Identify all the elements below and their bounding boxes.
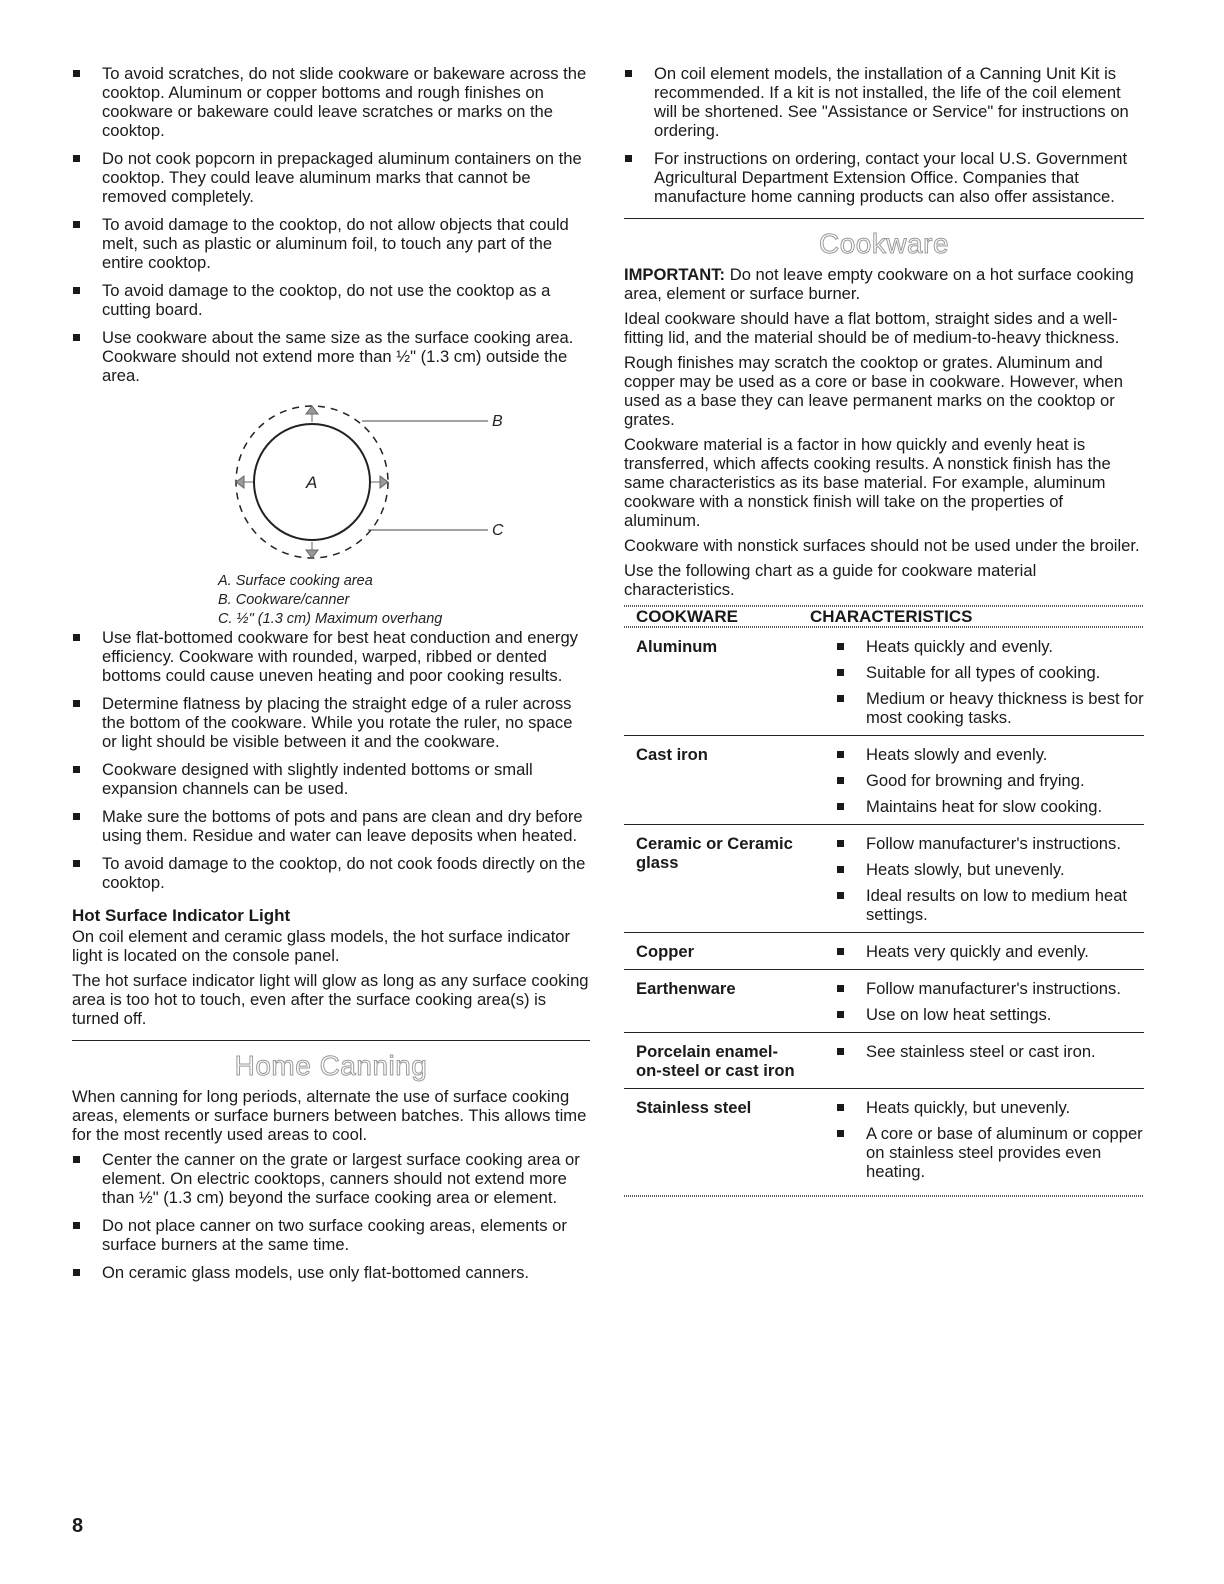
list-item: Center the canner on the grate or largest surface cooking area or element. On electric cooktops, canners should not extend more than ½" (1.3 cm) beyond the surface cooking area or element. [72, 1150, 590, 1207]
cookware-name: Aluminum [624, 628, 836, 736]
list-item: For instructions on ordering, contact your local U.S. Government Agricultural Department Extension Office. Companies that manufacture home canning products can also offer assistance. [624, 149, 1144, 206]
cookware-characteristics-table [624, 607, 1144, 626]
list-item: Medium or heavy thickness is best for most cooking tasks. [836, 689, 1144, 727]
table-bottom-rule [624, 1195, 1144, 1197]
cookware-paragraph: Ideal cookware should have a flat bottom, straight sides and a well-fitting lid, and the material should be of medium-to-heavy thickness. [624, 309, 1120, 347]
list-item: Good for browning and frying. [836, 771, 1144, 790]
left-column [72, 64, 590, 1291]
important-note [624, 265, 1144, 303]
home-canning-intro: When canning for long periods, alternate the use of surface cooking areas, elements or surface burners between batches. This allows time for the most recently used areas to cool. [72, 1087, 587, 1144]
cookware-characteristics [836, 1033, 1144, 1089]
cookware-table-body [624, 628, 1144, 1189]
label-a: A [306, 473, 318, 492]
hot-surface-paragraph: The hot surface indicator light will glow as long as any surface cooking area is too hot to touch, even after the surface cooking area(s) is turned off. [72, 971, 589, 1028]
list-item: A core or base of aluminum or copper on stainless steel provides even heating. [836, 1124, 1144, 1181]
list-item: Heats quickly, but unevenly. [836, 1098, 1144, 1117]
cookware-name: Cast iron [624, 736, 836, 825]
overhang-arrow-right [371, 476, 388, 488]
label-c: C [492, 522, 504, 539]
section-divider [624, 218, 1144, 219]
list-item: On coil element models, the installation of a Canning Unit Kit is recommended. If a kit is not installed, the life of the coil element will be shortened. See "Assistance or Service" for instructions on ordering. [624, 64, 1144, 140]
table-row [624, 1033, 1144, 1089]
cookware-name: Earthenware [624, 970, 836, 1033]
cookware-name: Copper [624, 933, 836, 970]
table-row [624, 933, 1144, 970]
important-label: IMPORTANT: [624, 265, 726, 284]
table-row [624, 970, 1144, 1033]
list-item: Follow manufacturer's instructions. [836, 834, 1144, 853]
home-canning-title: Home Canning [234, 1050, 428, 1081]
cookware-name: Ceramic or Ceramic glass [624, 825, 836, 933]
section-divider [72, 1040, 590, 1041]
cookware-name: Stainless steel [636, 1098, 752, 1117]
list-item: Heats very quickly and evenly. [836, 942, 1144, 961]
list-item: Follow manufacturer's instructions. [836, 979, 1144, 998]
cookware-paragraph: Cookware with nonstick surfaces should not be used under the broiler. [624, 536, 1140, 555]
canning-kit-list [624, 64, 1144, 206]
page-number: 8 [72, 1515, 84, 1537]
list-item: Heats slowly and evenly. [836, 745, 1144, 764]
important-text: Do not leave empty cookware on a hot surface cooking area, element or surface burner. [624, 265, 1134, 303]
overhang-arrow-top [306, 406, 318, 422]
overhang-diagram [72, 394, 590, 628]
cookware-characteristics [836, 825, 1144, 933]
list-item: Cookware designed with slightly indented bottoms or small expansion channels can be used. [72, 760, 590, 798]
cookware-characteristics [836, 933, 1144, 970]
cookware-paragraph: Use the following chart as a guide for cookware material characteristics. [624, 561, 1037, 599]
flat-bottom-list [72, 628, 590, 892]
list-item: See stainless steel or cast iron. [836, 1042, 1144, 1061]
hot-surface-paragraph: On coil element and ceramic glass models, the hot surface indicator light is located on the console panel. [72, 927, 571, 965]
figure-caption [218, 572, 442, 629]
cookware-characteristics [836, 628, 1144, 736]
overhang-diagram-svg [220, 400, 520, 570]
table-row [624, 736, 1144, 825]
list-item: Make sure the bottoms of pots and pans are clean and dry before using them. Residue and water can leave deposits when heated. [72, 807, 590, 845]
table-row [624, 628, 1144, 736]
cookware-characteristics [836, 736, 1144, 825]
caption-line: B. Cookware/canner [218, 592, 350, 608]
list-item: Heats slowly, but unevenly. [836, 860, 1144, 879]
list-item: Do not cook popcorn in prepackaged aluminum containers on the cooktop. They could leave aluminum marks that cannot be removed completely. [72, 149, 590, 206]
list-item: Use flat-bottomed cookware for best heat conduction and energy efficiency. Cookware with rounded, warped, ribbed or dented bottoms could cause uneven heating and poor cooking results. [72, 628, 590, 685]
overhang-arrow-bottom [306, 542, 318, 558]
list-item: To avoid damage to the cooktop, do not cook foods directly on the cooktop. [72, 854, 590, 892]
cooktop-care-list [72, 64, 590, 385]
list-item: Determine flatness by placing the straight edge of a ruler across the bottom of the cookware. While you rotate the ruler, no space or light should be visible between it and the cookware. [72, 694, 590, 751]
home-canning-list [72, 1150, 590, 1282]
list-item: Use cookware about the same size as the surface cooking area. Cookware should not extend more than ½" (1.3 cm) outside the area. [72, 328, 590, 385]
cookware-name: Porcelain enamel-on-steel or cast iron [624, 1033, 836, 1089]
table-header-row [624, 607, 1144, 626]
list-item: Ideal results on low to medium heat settings. [836, 886, 1144, 924]
list-item: On ceramic glass models, use only flat-bottomed canners. [72, 1263, 590, 1282]
list-item: Suitable for all types of cooking. [836, 663, 1144, 682]
list-item: Heats quickly and evenly. [836, 637, 1144, 656]
column-header-cookware: COOKWARE [636, 607, 738, 626]
cookware-characteristics [836, 1089, 1144, 1190]
caption-line: A. Surface cooking area [218, 573, 373, 589]
table-row [624, 1089, 1144, 1190]
list-item: To avoid scratches, do not slide cookware or bakeware across the cooktop. Aluminum or copper bottoms and rough finishes on cookware or bakeware could leave scratches or marks on the cooktop. [72, 64, 590, 140]
hot-surface-heading: Hot Surface Indicator Light [72, 906, 291, 925]
caption-line: C. ½" (1.3 cm) Maximum overhang [218, 611, 443, 627]
cookware-paragraph: Cookware material is a factor in how quickly and evenly heat is transferred, which affects cooking results. A nonstick finish has the same characteristics as its base material. For example, aluminum cookware with a nonstick finish will take on the properties of aluminum. [624, 435, 1111, 530]
overhang-arrow-left [236, 476, 253, 488]
list-item: Use on low heat settings. [836, 1005, 1144, 1024]
cookware-characteristics [836, 970, 1144, 1033]
column-header-characteristics: CHARACTERISTICS [810, 607, 973, 626]
cookware-title: Cookware [818, 228, 950, 259]
label-b: B [492, 413, 503, 430]
list-item: Maintains heat for slow cooking. [836, 797, 1144, 816]
list-item: To avoid damage to the cooktop, do not use the cooktop as a cutting board. [72, 281, 590, 319]
cookware-paragraph: Rough finishes may scratch the cooktop or grates. Aluminum and copper may be used as a core or base in cookware. However, when used as a base they can leave permanent marks on the cooktop or grates. [624, 353, 1124, 429]
list-item: To avoid damage to the cooktop, do not allow objects that could melt, such as plastic or aluminum foil, to touch any part of the entire cooktop. [72, 215, 590, 272]
right-column [624, 64, 1144, 1197]
list-item: Do not place canner on two surface cooking areas, elements or surface burners at the same time. [72, 1216, 590, 1254]
table-row [624, 825, 1144, 933]
